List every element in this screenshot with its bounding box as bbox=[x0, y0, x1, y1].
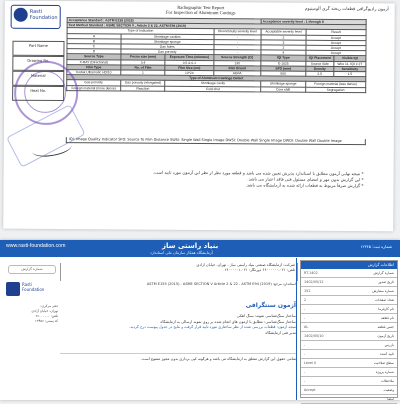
info-value: - bbox=[304, 307, 306, 311]
table-header: Focus size (mm) bbox=[121, 54, 166, 60]
contact-info bbox=[6, 304, 58, 324]
table-cell: 4 bbox=[261, 50, 306, 56]
info-label: وضعیت bbox=[383, 388, 394, 392]
contact-line: کد پستی: ۱۳۴۵۶ bbox=[35, 319, 58, 323]
notes-fa bbox=[67, 169, 363, 190]
table-cell: - bbox=[214, 50, 261, 56]
table-cell: 130 bbox=[213, 60, 260, 66]
table-header: SFD (mm) bbox=[261, 66, 306, 72]
note-line: * این گزارش بدون مهر و امضای مسئول فنی فاقد اعتبار می باشد. bbox=[247, 176, 364, 183]
company-info bbox=[60, 263, 298, 281]
table-cell: - bbox=[214, 45, 261, 51]
table-header: Type of Indication bbox=[67, 28, 214, 34]
part-info-cell: Drawing No. bbox=[12, 56, 64, 71]
info-label: نام کارفرما bbox=[378, 307, 394, 311]
table-cell: 1 bbox=[121, 70, 166, 76]
divider bbox=[60, 353, 296, 354]
info-label: تعداد صفحات bbox=[375, 298, 394, 302]
contact-line: تهران، خیابان آزادی bbox=[31, 309, 58, 313]
table-cell: Accept bbox=[306, 45, 366, 51]
table-cell: 0.5 & 0.1 bbox=[165, 60, 213, 66]
info-row bbox=[301, 386, 397, 395]
logo-line: Rasti bbox=[22, 282, 32, 287]
table-header: IQI Placement bbox=[306, 56, 334, 61]
company-line: تلفن: ۰۲۱-۶۶۰۰۰۰۰۰ دورنگار: ۰۲۱-۶۶۰۰۰۰۰۱ bbox=[224, 268, 295, 272]
table-header: Film Type bbox=[67, 64, 121, 70]
report-body bbox=[60, 314, 296, 336]
info-label: تایید کننده bbox=[379, 352, 394, 356]
info-value: - bbox=[304, 379, 306, 383]
brand-name: بنیاد راستی ساز bbox=[162, 242, 219, 250]
table-cell: Shrinkage cavity bbox=[165, 81, 261, 87]
info-label: شماره پروژه bbox=[375, 370, 394, 374]
report-title-line: For Inspection of Aluminum Castings bbox=[165, 9, 236, 16]
info-value: - bbox=[304, 352, 306, 356]
table-cell: Gas porosity (elongated) bbox=[121, 80, 166, 86]
info-label: بازرس bbox=[384, 343, 394, 347]
note-line: * نتیجه نهایی آزمون مطابق با استاندارد پذیرش تعیین شده می باشد و قطعه مورد نظر از نظر این آزمون مورد تایید است. bbox=[152, 169, 364, 177]
table-cell: 0.4 bbox=[121, 60, 166, 66]
table-cell: X-RAY (Directional) bbox=[67, 59, 121, 65]
table-cell: 800 bbox=[261, 71, 306, 77]
note-line: * گزارش صرفاً مربوط به قطعات ارائه شده به آزمایشگاه می باشد. bbox=[245, 182, 364, 189]
table-cell: 2.5 bbox=[306, 71, 334, 76]
table-cell: E-1025 bbox=[261, 61, 306, 67]
table-header: Exposure Time (minutes) bbox=[165, 55, 213, 61]
logo-line: Rasti bbox=[29, 8, 43, 15]
table-cell: Kodak Ultramatic HD/10 bbox=[67, 70, 121, 76]
website-link[interactable]: www.rasti-foundation.com bbox=[6, 243, 66, 249]
company-logo bbox=[11, 5, 61, 29]
body-line: نتیجه آزمون: قطعات بررسی شده از نظر ساختاری مورد تایید قرار گرفت و نتایج در جدول پیوست درج گردید. bbox=[129, 325, 296, 330]
logo-mark-icon bbox=[6, 282, 20, 296]
stamp-inner-ring bbox=[24, 71, 66, 113]
abbreviations bbox=[66, 137, 366, 145]
table-cell: 2 bbox=[261, 45, 306, 51]
info-label: امضا bbox=[387, 397, 394, 401]
info-value: 1402/05/10 bbox=[304, 334, 324, 338]
table-cell: Core shift bbox=[261, 87, 306, 93]
table-cell: Gas holes bbox=[121, 44, 214, 50]
table-header: Discontinuity severity level bbox=[214, 29, 261, 35]
table-header: Sensitivity bbox=[334, 66, 366, 71]
reference-standard: استاندارد مرجع: ASTM E155 (2015) - ASME SECTION V Article 2 & 22 - ASTM E94 (2019) bbox=[146, 282, 296, 286]
info-value: Accept bbox=[304, 388, 316, 392]
info-value: - bbox=[304, 370, 306, 374]
logo-mark-icon bbox=[14, 8, 28, 22]
brand-subtitle: آزمایشگاه همکار سازمان ملی استاندارد bbox=[150, 250, 213, 255]
table-cell: 1.5 bbox=[334, 71, 366, 76]
body-line: ساختار سنگ‌شناسی نمونه: سنگ آهکی bbox=[236, 314, 296, 318]
info-row bbox=[301, 287, 397, 296]
info-value: 152 bbox=[304, 289, 311, 293]
logo-line: Foundation bbox=[22, 287, 45, 292]
body-line: ساختار سنگ‌شناسی: مطابق با آزمون های انجام شده بر روی نمونه ارسالی به آزمایشگاه bbox=[160, 319, 296, 324]
info-row bbox=[301, 278, 397, 287]
info-label: شماره سفارش bbox=[372, 289, 394, 293]
info-label: شماره گزارش bbox=[373, 271, 394, 275]
info-row bbox=[301, 296, 397, 305]
inspection-table bbox=[66, 17, 367, 93]
table-header: Result bbox=[306, 30, 366, 36]
contact-line: تلفن: ۶۶۰۰۰۰۰۰ bbox=[35, 314, 58, 318]
table-header: Film Size (cm) bbox=[165, 65, 213, 71]
table-cell: Segregation bbox=[305, 87, 365, 93]
table-cell: Foreign material (more dense) bbox=[67, 85, 121, 91]
part-info-cell: Heat No. bbox=[12, 86, 64, 101]
table-cell: C bbox=[67, 44, 121, 50]
info-row bbox=[301, 269, 397, 278]
contact-line: دفتر مرکزی: bbox=[40, 304, 58, 308]
report-info-table bbox=[300, 260, 398, 401]
table-cell: Shrinkage cavities bbox=[121, 34, 214, 40]
info-row bbox=[301, 305, 397, 314]
defect-section-title: Type of Aluminum Castings Defect bbox=[67, 75, 366, 82]
info-label: تاریخ آزمون bbox=[377, 334, 394, 338]
info-value: - bbox=[304, 343, 306, 347]
info-label: ملاحظات bbox=[381, 379, 394, 383]
table-header: Source Strength (Ci) bbox=[213, 55, 260, 61]
info-row bbox=[301, 314, 397, 323]
info-row bbox=[301, 323, 397, 332]
table-cell: - bbox=[214, 34, 261, 40]
table-cell: Source Side bbox=[306, 61, 334, 66]
table-cell: AGFA bbox=[213, 71, 260, 77]
part-info-cell: Part Name bbox=[12, 41, 64, 56]
info-row bbox=[301, 368, 397, 377]
info-value: AL bbox=[304, 325, 309, 329]
info-row bbox=[301, 350, 397, 359]
info-value: 2 bbox=[304, 298, 307, 302]
table-cell: Shrinkage sponge bbox=[121, 39, 214, 45]
header-bar bbox=[0, 240, 400, 257]
table-cell: Accept bbox=[306, 35, 366, 41]
info-row bbox=[301, 359, 397, 368]
info-label: سطح صلاحیت bbox=[373, 361, 394, 365]
report-number-badge: شماره گزارش bbox=[8, 265, 56, 274]
abbreviation-row: IQI: Image Quality Indicator SFD: Source To Film Distance SWSI: Single Wall Single Image DWSI: Double Wall Single Image DWDI: Double Wall Double Image bbox=[66, 137, 366, 145]
table-cell: 2 bbox=[261, 35, 306, 41]
part-info-cell: Material bbox=[12, 71, 64, 86]
company-logo-secondary bbox=[6, 280, 56, 300]
report-sheet-2 bbox=[0, 240, 400, 400]
table-header: Source Type bbox=[67, 54, 121, 60]
company-line: شرکت: آزمایشگاه صنعتی بنیاد راستی ساز - تهران، خیابان آزادی bbox=[196, 263, 295, 267]
table-cell: Accept bbox=[306, 50, 366, 56]
info-value: 1402/05/12 bbox=[304, 280, 324, 284]
table-cell: Reaction bbox=[121, 86, 166, 92]
info-label: نام قطعه bbox=[380, 316, 394, 320]
table-header: Visible IQI bbox=[334, 56, 366, 61]
info-value: RT-1402 bbox=[304, 271, 318, 275]
info-row bbox=[301, 377, 397, 386]
table-cell: 3 bbox=[261, 40, 306, 46]
info-row bbox=[301, 332, 397, 341]
info-row bbox=[301, 341, 397, 350]
table-cell: Gas porosity bbox=[121, 49, 214, 55]
info-label: تاریخ صدور bbox=[378, 280, 394, 284]
table-cell: - bbox=[214, 39, 261, 45]
logo-line: Foundation bbox=[29, 14, 58, 22]
info-value: Level II bbox=[304, 361, 317, 365]
acceptance-standard: Acceptance Standard : ASTM E155 (2015) bbox=[67, 18, 261, 25]
info-value: - bbox=[304, 316, 306, 320]
divider bbox=[296, 258, 297, 400]
table-cell: D bbox=[67, 49, 121, 55]
section-title: آزمون سنتگرافی bbox=[245, 302, 296, 309]
table-cell: Shrinkage sponge bbox=[261, 81, 306, 87]
acceptance-severity: Acceptance severity level : 1 through 8 bbox=[261, 19, 366, 25]
report-title-fa: آزمون رادیوگرافی قطعات ریخته گری آلومینیوم bbox=[304, 6, 389, 13]
table-header: Density bbox=[306, 66, 334, 71]
table-cell: Accept bbox=[306, 40, 366, 46]
table-cell: B bbox=[67, 38, 121, 44]
table-cell: Foreign material (less dense) bbox=[305, 82, 365, 88]
table-cell: Wire 11, IQI 2-2T bbox=[334, 61, 366, 66]
footer-note: تمامی حقوق این گزارش متعلق به آزمایشگاه می باشد و هرگونه کپی برداری بدون مجوز ممنوع است. bbox=[140, 357, 296, 361]
table-header: Acceptable severity level bbox=[261, 29, 306, 35]
report-sheet-1 bbox=[3, 1, 395, 232]
registration-number: شماره ثبت: ۱۲۳۴۵ bbox=[360, 244, 392, 249]
test-method: Test Method Standard : ASME SECTION V , Article 2 & 22, ASTM E94 (2019) bbox=[67, 23, 366, 30]
table-header: Film Brand bbox=[213, 65, 260, 71]
table-cell: A bbox=[67, 33, 121, 39]
info-label: جنس قطعه bbox=[377, 325, 394, 329]
report-info-header: اطلاعات گزارش bbox=[301, 261, 397, 269]
report-title-line: Radiographic Test Report bbox=[177, 4, 225, 11]
body-line: مدیر فنی آزمایشگاه bbox=[265, 330, 296, 335]
table-header: IQI Type bbox=[261, 55, 306, 61]
table-cell: Gas porosity bbox=[67, 80, 121, 86]
table-cell: 10*24 bbox=[165, 70, 213, 76]
table-header: No. of Film bbox=[121, 65, 166, 71]
table-cell: Cold shut bbox=[165, 86, 261, 92]
